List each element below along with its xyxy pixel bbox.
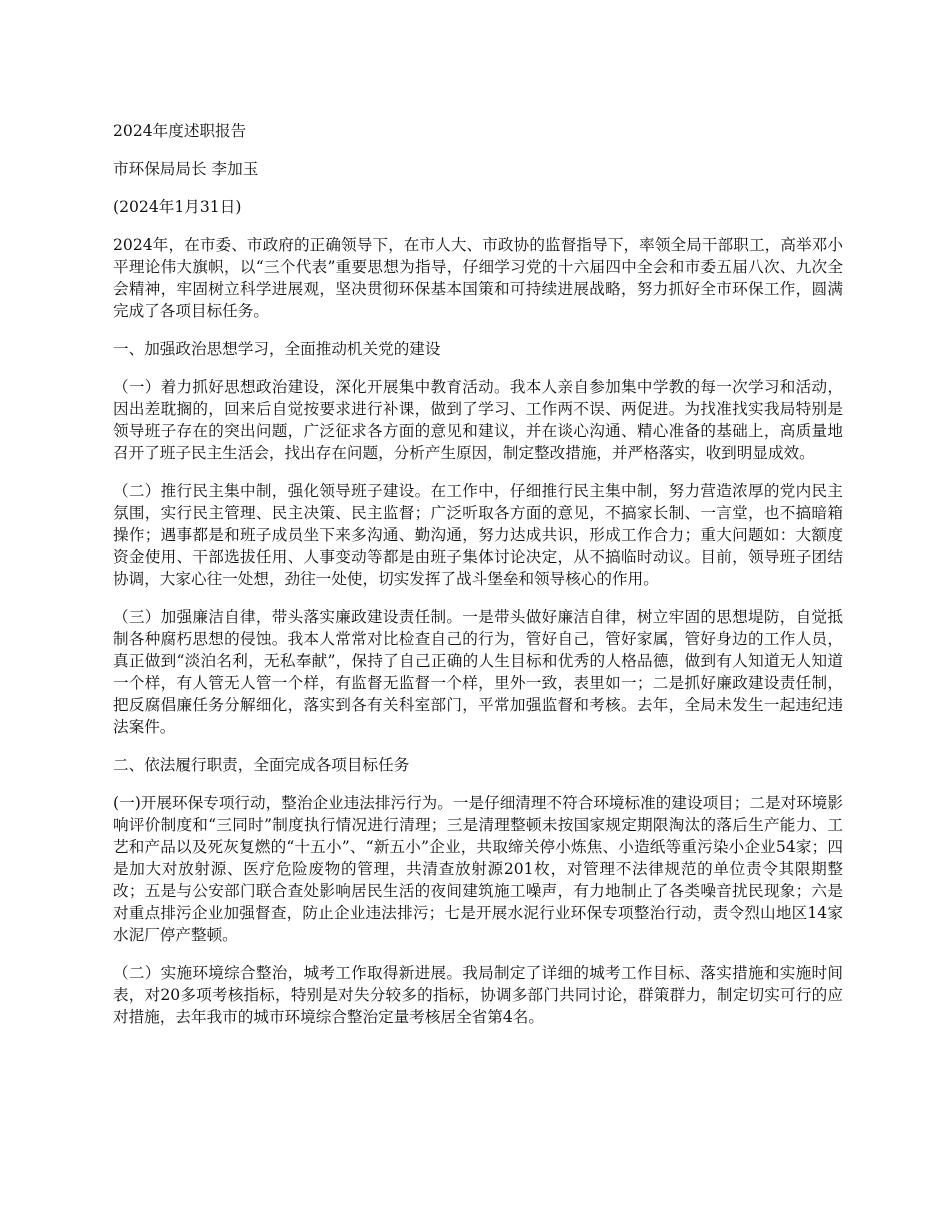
subsection-1-1: （一）着力抓好思想政治建设，深化开展集中教育活动。我本人亲自参加集中学教的每一次学习和活动，因出差耽搁的，回来后自觉按要求进行补课，做到了学习、工作两不误、两促进。为找准找实我局特别是领导班子存在的突出问题，广泛征求各方面的意见和建议，并在谈心沟通、精心准备的基础上，高质量地召开了班子民主生活会，找出存在问题，分析产生原因，制定整改措施，并严格落实，收到明显成效。 [113,378,843,462]
subsection-1-2: （二）推行民主集中制，强化领导班子建设。在工作中，仔细推行民主集中制，努力营造浓厚的党内民主氛围，实行民主管理、民主决策、民主监督；广泛听取各方面的意见，不搞家长制、一言堂，也不搞暗箱操作；遇事都是和班子成员坐下来多沟通、勤沟通，努力达成共识，形成工作合力；重大问题如：大额度资金使用、干部选拔任用、人事变动等都是由班子集体讨论决定，从不搞临时动议。目前，领导班子团结协调，大家心往一处想，劲往一处使，切实发挥了战斗堡垒和领导核心的作用。 [113,482,843,588]
intro-paragraph: 2024年，在市委、市政府的正确领导下，在市人大、市政协的监督指导下，率领全局干部职工，高举邓小平理论伟大旗帜，以“三个代表”重要思想为指导，仔细学习党的十六届四中全会和市委五届八次、九次全会精神，牢固树立科学进展观，坚决贯彻环保基本国策和可持续进展战略，努力抓好全市环保工作，圆满完成了各项目标任务。 [113,236,843,320]
report-title: 2024年度述职报告 [113,122,247,140]
section-heading-2: 二、依法履行职责，全面完成各项目标任务 [113,756,410,774]
section-heading-1: 一、加强政治思想学习，全面推动机关党的建设 [113,340,441,358]
subsection-1-3: （三）加强廉洁自律，带头落实廉政建设责任制。一是带头做好廉洁自律，树立牢固的思想堤防，自觉抵制各种腐朽思想的侵蚀。我本人常常对比检查自己的行为，管好自己，管好家属，管好身边的工作人员，真正做到“淡泊名利，无私奉献”，保持了自己正确的人生目标和优秀的人格品德，做到有人知道无人知道一个样，有人管无人管一个样，有监督无监督一个样，里外一致，表里如一；二是抓好廉政建设责任制，把反腐倡廉任务分解细化，落实到各有关科室部门，平常加强监督和考核。去年，全局未发生一起违纪违法案件。 [113,608,843,736]
report-document [113,120,843,1044]
author-line: 市环保局局长 李加玉 [113,160,259,178]
subsection-2-2: （二）实施环境综合整治，城考工作取得新进展。我局制定了详细的城考工作目标、落实措施和实施时间表，对20多项考核指标，特别是对失分较多的指标，协调多部门共同讨论，群策群力，制定切实可行的应对措施，去年我市的城市环境综合整治定量考核居全省第4名。 [113,964,843,1026]
date-line: (2024年1月31日) [113,198,242,216]
subsection-2-1: (一)开展环保专项行动，整治企业违法排污行为。一是仔细清理不符合环境标准的建设项目；二是对环境影响评价制度和“三同时”制度执行情况进行清理；三是清理整顿未按国家规定期限淘汰的落后生产能力、工艺和产品以及死灰复燃的“十五小”、“新五小”企业，共取缔关停小炼焦、小造纸等重污染小企业54家；四是加大对放射源、医疗危险废物的管理，共清查放射源201枚，对管理不法律规范的单位责令其限期整改；五是与公安部门联合查处影响居民生活的夜间建筑施工噪声，有力地制止了各类噪音扰民现象；六是对重点排污企业加强督查，防止企业违法排污；七是开展水泥行业环保专项整治行动，责令烈山地区14家水泥厂停产整顿。 [113,794,843,944]
